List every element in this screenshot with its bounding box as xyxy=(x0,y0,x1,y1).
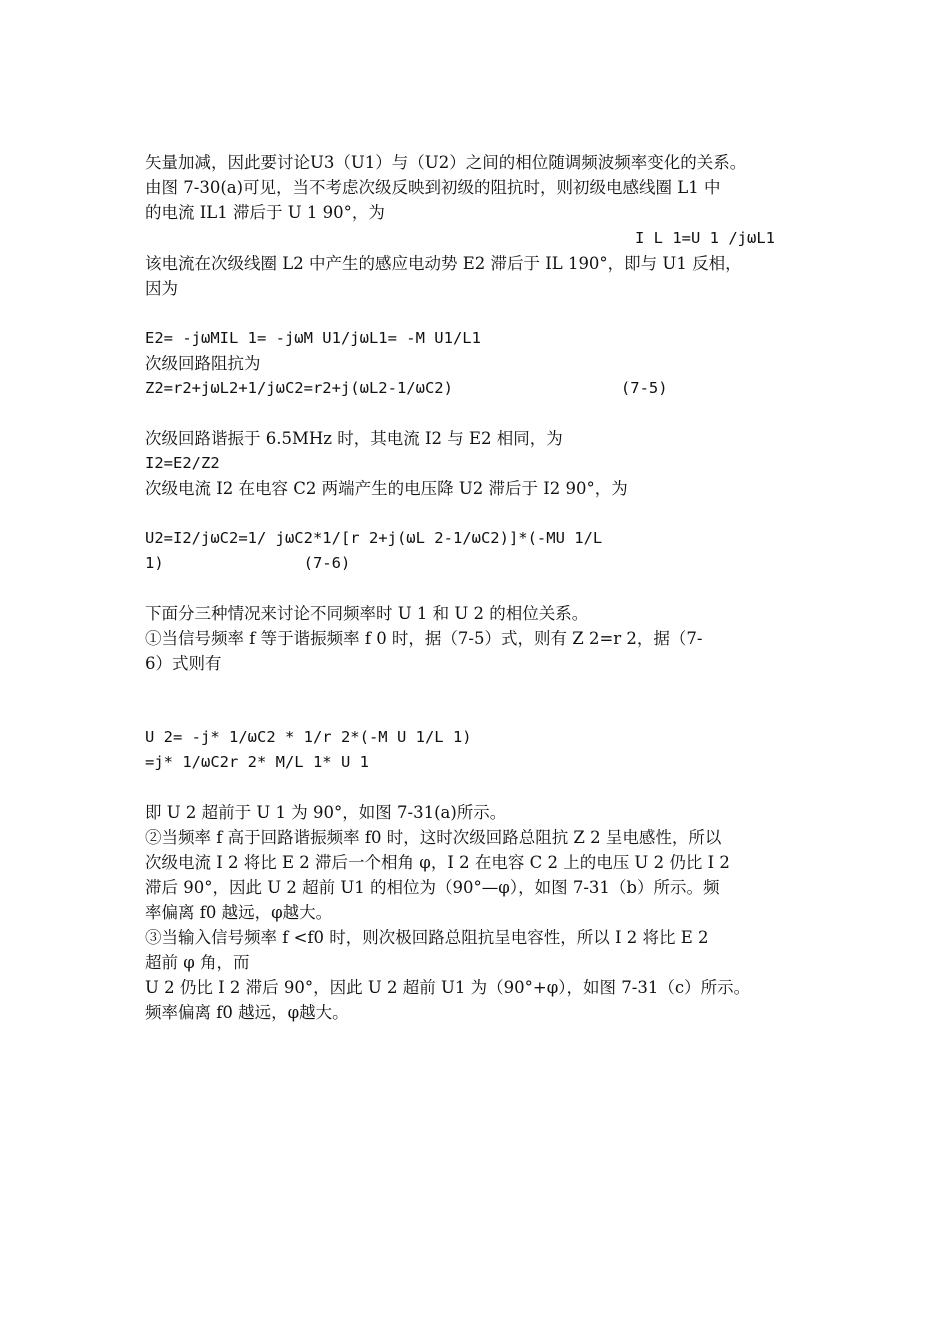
text-line: 次级电流 I 2 将比 E 2 滞后一个相角 φ，I 2 在电容 C 2 上的电压 U 2 仍比 I 2 xyxy=(145,853,730,872)
text-line: 率偏离 f0 越远，φ越大。 xyxy=(145,903,333,922)
formula-line: U2=I2/jωC2=1/ jωC2*1/[r 2+j(ωL 2-1/ωC2)]*(-MU 1/L xyxy=(145,529,603,547)
text-line: 次级电流 I2 在电容 C2 两端产生的电压降 U2 滞后于 I2 90°，为 xyxy=(145,479,628,498)
formula-line: Z2=r2+jωL2+1/jωC2=r2+j(ωL2-1/ωC2) (7-5) xyxy=(145,379,668,397)
text-line: U 2 仍比 I 2 滞后 90°，因此 U 2 超前 U1 为（90°+φ），如图 7-31（c）所示。 xyxy=(145,978,751,997)
text-line: ②当频率 f 高于回路谐振频率 f0 时，这时次级回路总阻抗 Z 2 呈电感性，所以 xyxy=(145,828,722,847)
text-line: 6）式则有 xyxy=(145,654,222,673)
formula-line: I2=E2/Z2 xyxy=(145,454,220,472)
text-line: 频率偏离 f0 越远，φ越大。 xyxy=(145,1003,349,1022)
text-line: 由图 7-30(a)可见，当不考虑次级反映到初级的阻抗时，则初级电感线圈 L1 中 xyxy=(145,178,721,197)
text-line: 下面分三种情况来讨论不同频率时 U 1 和 U 2 的相位关系。 xyxy=(145,604,589,623)
formula-line: 1) (7-6) xyxy=(145,554,351,572)
text-line: 该电流在次级线圈 L2 中产生的感应电动势 E2 滞后于 IL 190°，即与 U1 反相， xyxy=(145,254,742,273)
text-line: 次级回路阻抗为 xyxy=(145,354,261,373)
text-line: 次级回路谐振于 6.5MHz 时，其电流 I2 与 E2 相同，为 xyxy=(145,429,563,448)
text-line: 因为 xyxy=(145,279,178,298)
text-line: 的电流 IL1 滞后于 U 1 90°，为 xyxy=(145,203,385,222)
text-line: 超前 φ 角，而 xyxy=(145,953,250,972)
formula-line: I L 1=U 1 /jωL1 xyxy=(635,229,775,247)
text-line: ③当输入信号频率 f <f0 时，则次极回路总阻抗呈电容性，所以 I 2 将比 E 2 xyxy=(145,928,709,947)
text-line: 滞后 90°，因此 U 2 超前 U1 的相位为（90°—φ），如图 7-31（b）所示。频 xyxy=(145,878,720,897)
formula-line: E2= -jωMIL 1= -jωM U1/jωL1= -M U1/L1 xyxy=(145,329,481,347)
text-line: ①当信号频率 f 等于谐振频率 f 0 时，据（7-5）式，则有 Z 2=r 2，据（7- xyxy=(145,629,703,648)
formula-line: U 2= -j* 1/ωC2 * 1/r 2*(-M U 1/L 1) xyxy=(145,728,472,746)
text-line: 即 U 2 超前于 U 1 为 90°，如图 7-31(a)所示。 xyxy=(145,803,507,822)
formula-line: =j* 1/ωC2r 2* M/L 1* U 1 xyxy=(145,753,369,771)
text-line: 矢量加减，因此要讨论U3（U1）与（U2）之间的相位随调频波频率变化的关系。 xyxy=(145,153,747,172)
